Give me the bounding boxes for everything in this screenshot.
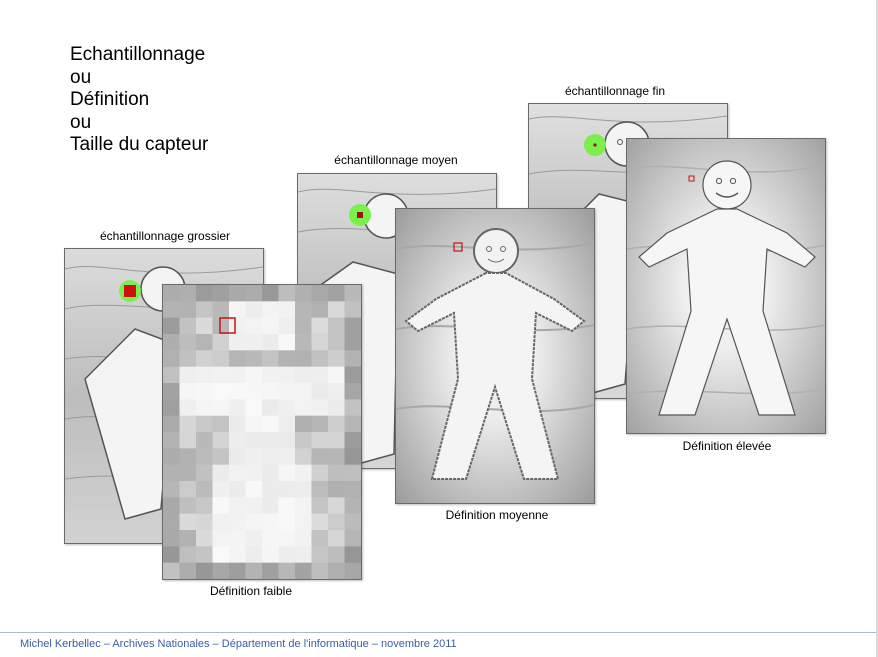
pixel-block: [213, 301, 230, 318]
pixel-block: [312, 318, 329, 335]
pixel-block: [163, 416, 180, 433]
pixel-block: [246, 399, 263, 416]
pixel-block: [312, 367, 329, 384]
low-definition-image: [162, 284, 362, 580]
pixel-block: [163, 448, 180, 465]
pixel-block: [279, 383, 296, 400]
pixel-block: [196, 301, 213, 318]
pixel-block: [163, 432, 180, 449]
pixel-block: [312, 530, 329, 547]
pixel-block: [180, 432, 197, 449]
sample-pixel-marker: [124, 285, 136, 297]
pixel-block: [213, 481, 230, 498]
pixel-block: [262, 285, 279, 302]
pixel-block: [246, 514, 263, 531]
pixel-block: [180, 367, 197, 384]
pixel-block: [295, 432, 312, 449]
pixel-block: [295, 530, 312, 547]
footer-divider: [0, 632, 878, 633]
pixel-block: [295, 448, 312, 465]
pixel-block: [328, 432, 345, 449]
pixel-block: [295, 481, 312, 498]
pixel-block: [196, 432, 213, 449]
pixel-block: [196, 334, 213, 351]
pixel-block: [312, 563, 329, 579]
pixel-block: [345, 350, 362, 367]
pixel-block: [262, 432, 279, 449]
pixel-block: [312, 481, 329, 498]
pixel-block: [213, 383, 230, 400]
pixel-block: [328, 448, 345, 465]
pixel-block: [163, 285, 180, 302]
pixel-block: [345, 432, 362, 449]
pixel-block: [295, 350, 312, 367]
pixel-block: [295, 318, 312, 335]
sample-pixel-marker: [593, 143, 596, 146]
pixel-block: [180, 481, 197, 498]
pixel-block: [180, 448, 197, 465]
pixel-block: [328, 318, 345, 335]
pixel-block: [196, 318, 213, 335]
pixel-block: [196, 514, 213, 531]
pixel-block: [163, 383, 180, 400]
pixel-block: [196, 465, 213, 482]
pixel-block: [279, 399, 296, 416]
pixel-block: [246, 285, 263, 302]
pixel-block: [213, 465, 230, 482]
pixel-block: [345, 530, 362, 547]
pixel-block: [213, 497, 230, 514]
pixel-block: [328, 399, 345, 416]
pixel-block: [279, 563, 296, 579]
pixel-block: [262, 448, 279, 465]
pixel-block: [229, 546, 246, 563]
pixel-block: [262, 301, 279, 318]
pixel-block: [180, 497, 197, 514]
pixel-block: [345, 448, 362, 465]
pixel-block: [213, 530, 230, 547]
pixel-block: [328, 481, 345, 498]
pixel-block: [196, 285, 213, 302]
pixel-block: [345, 318, 362, 335]
pixel-block: [295, 367, 312, 384]
pixel-block: [246, 318, 263, 335]
pixel-block: [229, 367, 246, 384]
pixel-block: [345, 481, 362, 498]
pixel-block: [163, 465, 180, 482]
pixel-block: [163, 514, 180, 531]
pixel-block: [262, 546, 279, 563]
pixel-block: [279, 448, 296, 465]
pixel-block: [180, 318, 197, 335]
pixel-block: [196, 399, 213, 416]
pixel-block: [180, 301, 197, 318]
label-fine-sampling: échantillonnage fin: [564, 84, 666, 98]
pixel-block: [328, 546, 345, 563]
pixel-block: [229, 285, 246, 302]
pixel-block: [163, 334, 180, 351]
pixel-block: [229, 497, 246, 514]
pixel-block: [163, 350, 180, 367]
pixel-block: [279, 318, 296, 335]
pixel-block: [312, 301, 329, 318]
label-medium-definition: Définition moyenne: [445, 508, 549, 522]
pixel-block: [196, 563, 213, 579]
label-coarse-sampling: échantillonnage grossier: [99, 229, 231, 243]
pixel-block: [262, 481, 279, 498]
pixel-block: [312, 448, 329, 465]
title-line-3: Définition: [70, 89, 150, 110]
pixel-block: [312, 285, 329, 302]
pixel-block: [246, 350, 263, 367]
pixel-block: [279, 350, 296, 367]
pixel-block: [229, 301, 246, 318]
pixel-block: [262, 416, 279, 433]
pixel-block: [328, 497, 345, 514]
pixel-block: [229, 514, 246, 531]
pixel-block: [328, 285, 345, 302]
pixel-block: [345, 383, 362, 400]
pixel-block: [345, 334, 362, 351]
pixel-block: [262, 367, 279, 384]
pixel-block: [295, 497, 312, 514]
medium-definition-image: [395, 208, 595, 504]
pixel-block: [262, 465, 279, 482]
title-line-4: ou: [70, 111, 92, 133]
pixel-block: [180, 383, 197, 400]
pixel-block: [279, 334, 296, 351]
pixel-block: [229, 399, 246, 416]
pixel-block: [262, 399, 279, 416]
pixel-block: [279, 432, 296, 449]
pixel-block: [345, 301, 362, 318]
pixel-block: [328, 301, 345, 318]
pixel-block: [163, 318, 180, 335]
pixel-block: [180, 465, 197, 482]
pixel-block: [328, 530, 345, 547]
pixel-block: [196, 367, 213, 384]
label-medium-sampling: échantillonnage moyen: [334, 153, 458, 167]
pixel-block: [295, 383, 312, 400]
pixel-block: [180, 563, 197, 579]
pixel-block: [328, 416, 345, 433]
pixel-block: [180, 514, 197, 531]
pixel-block: [295, 399, 312, 416]
pixel-block: [295, 285, 312, 302]
pixel-block: [229, 530, 246, 547]
pixel-block: [229, 448, 246, 465]
pixel-block: [345, 416, 362, 433]
pixel-block: [345, 546, 362, 563]
pixel-block: [246, 416, 263, 433]
pixel-block: [196, 546, 213, 563]
pixel-block: [262, 530, 279, 547]
pixel-block: [279, 497, 296, 514]
pixel-block: [180, 285, 197, 302]
pixel-block: [229, 432, 246, 449]
pixelated-figure: [163, 285, 361, 579]
pixel-block: [328, 514, 345, 531]
pixel-block: [262, 514, 279, 531]
pixel-block: [312, 497, 329, 514]
pixel-block: [180, 416, 197, 433]
pixel-block: [279, 301, 296, 318]
pixel-block: [345, 514, 362, 531]
pixel-block: [279, 367, 296, 384]
pixel-block: [328, 563, 345, 579]
pixel-block: [246, 481, 263, 498]
pixel-block: [262, 383, 279, 400]
pixel-block: [246, 530, 263, 547]
pixel-block: [163, 367, 180, 384]
label-low-definition: Définition faible: [209, 584, 293, 598]
title-line-1: Echantillonnage: [70, 44, 206, 65]
pixel-block: [279, 465, 296, 482]
pixel-block: [328, 350, 345, 367]
pixel-block: [229, 465, 246, 482]
pixel-block: [196, 350, 213, 367]
pixel-block: [345, 563, 362, 579]
pixel-block: [196, 383, 213, 400]
pixel-block: [328, 465, 345, 482]
pixel-block: [345, 497, 362, 514]
pixel-block: [312, 334, 329, 351]
pixel-block: [213, 563, 230, 579]
pixel-block: [213, 350, 230, 367]
pixel-block: [180, 334, 197, 351]
high-definition-image: [626, 138, 826, 434]
pixel-block: [328, 383, 345, 400]
pixel-block: [163, 530, 180, 547]
pixel-block: [262, 563, 279, 579]
pixel-block: [163, 563, 180, 579]
pixel-block: [246, 448, 263, 465]
pixel-block: [345, 465, 362, 482]
pixel-block: [295, 514, 312, 531]
stick-figure-medium-res: [396, 209, 594, 503]
pixel-block: [279, 514, 296, 531]
pixel-block: [180, 546, 197, 563]
pixel-block: [180, 530, 197, 547]
pixel-block: [312, 350, 329, 367]
pixel-block: [262, 334, 279, 351]
pixel-block: [279, 416, 296, 433]
title-line-5: Taille du capteur: [70, 134, 209, 155]
stick-figure-high-res: [627, 139, 825, 433]
pixel-block: [262, 350, 279, 367]
pixel-block: [295, 465, 312, 482]
pixel-block: [295, 563, 312, 579]
pixel-block: [312, 465, 329, 482]
pixel-block: [229, 318, 246, 335]
pixel-block: [345, 285, 362, 302]
label-high-definition: Définition élevée: [682, 439, 772, 453]
pixel-block: [246, 301, 263, 318]
pixel-block: [328, 334, 345, 351]
pixel-block: [229, 416, 246, 433]
sample-pixel-marker: [357, 212, 363, 218]
pixel-block: [295, 546, 312, 563]
pixel-block: [295, 334, 312, 351]
pixel-block: [163, 301, 180, 318]
pixel-block: [213, 367, 230, 384]
pixel-block: [180, 399, 197, 416]
pixel-block: [295, 301, 312, 318]
pixel-block: [312, 432, 329, 449]
title-line-2: ou: [70, 66, 92, 88]
pixel-block: [213, 285, 230, 302]
pixel-block: [213, 432, 230, 449]
pixel-block: [163, 546, 180, 563]
pixel-block: [246, 465, 263, 482]
pixel-block: [213, 448, 230, 465]
pixel-block: [196, 448, 213, 465]
pixel-block: [213, 334, 230, 351]
pixel-block: [196, 497, 213, 514]
pixel-block: [196, 416, 213, 433]
pixel-block: [312, 399, 329, 416]
pixel-block: [246, 383, 263, 400]
pixel-block: [246, 367, 263, 384]
pixel-block: [312, 383, 329, 400]
pixel-block: [229, 563, 246, 579]
pixel-block: [345, 367, 362, 384]
pixel-block: [262, 318, 279, 335]
pixel-block: [345, 399, 362, 416]
pixel-block: [328, 367, 345, 384]
slide-title: [70, 44, 208, 157]
pixel-block: [246, 334, 263, 351]
pixel-block: [163, 481, 180, 498]
pixel-block: [312, 514, 329, 531]
pixel-block: [163, 497, 180, 514]
pixel-block: [213, 416, 230, 433]
pixel-block: [196, 481, 213, 498]
pixel-block: [262, 497, 279, 514]
pixel-block: [279, 285, 296, 302]
pixel-block: [279, 481, 296, 498]
pixel-block: [213, 514, 230, 531]
pixel-block: [312, 416, 329, 433]
pixel-block: [163, 399, 180, 416]
pixel-block: [279, 546, 296, 563]
pixel-block: [229, 350, 246, 367]
pixel-block: [229, 383, 246, 400]
pixel-block: [246, 546, 263, 563]
pixel-block: [312, 546, 329, 563]
pixel-block: [295, 416, 312, 433]
pixel-block: [229, 334, 246, 351]
pixel-block: [213, 318, 230, 335]
pixel-block: [279, 530, 296, 547]
pixel-block: [246, 563, 263, 579]
pixel-block: [246, 432, 263, 449]
pixel-block: [180, 350, 197, 367]
pixel-block: [213, 399, 230, 416]
pixel-block: [213, 546, 230, 563]
pixel-block: [246, 497, 263, 514]
pixel-block: [229, 481, 246, 498]
pixel-block: [196, 530, 213, 547]
footer-text: Michel Kerbellec – Archives Nationales – Département de l'informatique – novembre 2011: [20, 638, 457, 650]
